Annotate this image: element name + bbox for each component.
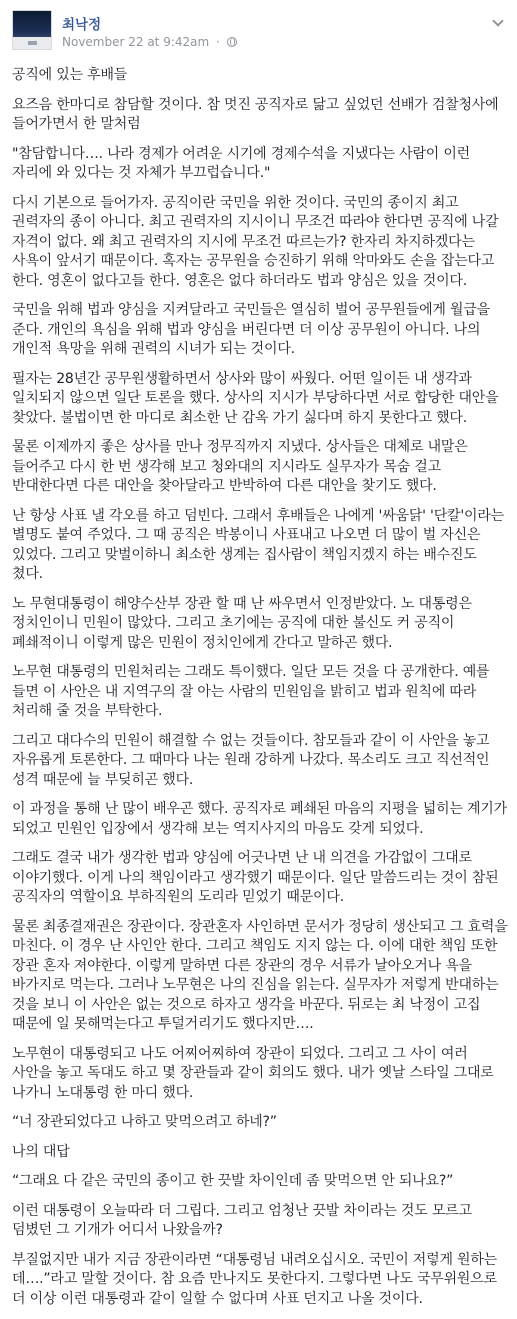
author-name[interactable]: 최낙정 bbox=[62, 17, 102, 33]
post-paragraph: 그래도 결국 내가 생각한 법과 양심에 어긋나면 난 내 의견을 가감없이 그대로 이야기했다. 이게 나의 책임이라고 생각했기 때문이다. 일단 말씀드리는 것이 참된 공직자의 역할이요 부하직원의 도리라 믿었기 때문이다. bbox=[12, 850, 499, 905]
post-paragraph: 국민을 위해 법과 양심을 지켜달라고 국민들은 열심히 벌어 공무원들에게 월급을 준다. 개인의 욕심을 위해 법과 양심을 버린다면 더 이상 공무원이 아니다. 나의 개인적 욕망을 위해 권력의 시녀가 되는 것이다. bbox=[12, 302, 490, 357]
post-paragraph: 그리고 대다수의 민원이 해결할 수 없는 것들이다. 참모들과 같이 이 사안을 놓고 자유롭게 토론한다. 그 때마다 나는 원래 강하게 나갔다. 목소리도 크고 직선적인 성격 때문에 늘 부딪히곤 했다. bbox=[12, 732, 490, 788]
post-paragraph: 노무현이 대통령되고 나도 어찌어찌하여 장관이 되었다. 그리고 그 사이 여러 사안을 놓고 독대도 하고 몇 장관들과 같이 회의도 했다. 내가 옛날 스타일 그대로 나가니 노대통령 한 마디 했다. bbox=[12, 1045, 494, 1101]
meta-separator: · bbox=[216, 35, 220, 49]
post-meta bbox=[62, 35, 237, 49]
post-paragraph: 노 무현대통령이 해양수산부 장관 할 때 난 싸우면서 인정받았다. 노 대통령은 정치인이니 민원이 많았다. 그리고 초기에는 공직에 대한 불신도 커 공직이 폐쇄적이니 이렇게 많은 민원이 정치인에게 간다고 말하곤 했다. bbox=[12, 595, 472, 651]
post-paragraph: 노무현 대통령의 민원처리는 그래도 특이했다. 일단 모든 것을 다 공개한다. 예를 들면 이 사안은 내 지역구의 잘 아는 사람의 민원임을 밝히고 법과 원칙에 따라 처리해 줄 것을 부탁한다. bbox=[12, 664, 490, 719]
post-paragraph: 부질없지만 내가 지금 장관이라면 “대통령님 내려오십시오. 국민이 저렇게 원하는 데….”라고 말할 것이다. 참 요즘 만나지도 못한다지. 그렇다면 나도 국무위원으로 더 이상 이런 대통령과 같이 일할 수 없다며 사표 던지고 나올 것이다. bbox=[12, 1251, 497, 1307]
post-paragraph: 이 과정을 통해 난 많이 배우곤 했다. 공직자로 폐쇄된 마음의 지평을 넓히는 계기가 되었고 민원인 입장에서 생각해 보는 역지사지의 마음도 갖게 되었다. bbox=[12, 801, 507, 837]
post-paragraph: 나의 대답 bbox=[12, 1143, 70, 1160]
post-paragraph: 공직에 있는 후배들 bbox=[12, 67, 128, 83]
post-timestamp[interactable]: November 22 at 9:42am bbox=[62, 35, 210, 49]
post-body bbox=[12, 66, 510, 1319]
post-paragraph: 물론 이제까지 좋은 상사를 만나 정무직까지 지냈다. 상사들은 대체로 내말은 들어주고 다시 한 번 생각해 보고 청와대의 지시라도 실무자가 목숨 걸고 반대한다면 다른 대안을 찾아달라고 반박하여 다른 대안을 찾기도 했다. bbox=[12, 439, 468, 494]
avatar-band bbox=[13, 37, 51, 50]
post-header bbox=[0, 0, 517, 66]
post-paragraph: 필자는 28년간 공무원생활하면서 상사와 많이 싸웠다. 어떤 일이든 내 생각과 일치되지 않으면 일단 토론을 했다. 상사의 지시가 부당하다면 서로 합당한 대안을 찾았다. 불법이면 한 마디로 최소한 난 감옥 가기 싫다며 하지 못한다고 했다. bbox=[12, 370, 499, 426]
post-paragraph: 요즈음 한마디로 참담할 것이다. 참 멋진 공직자로 닮고 싶었던 선배가 검찰청사에 들어가면서 한 말처럼 bbox=[12, 96, 499, 132]
chevron-down-icon[interactable] bbox=[489, 14, 507, 32]
post-paragraph: 다시 기본으로 들어가자. 공직이란 국민을 위한 것이다. 국민의 종이지 최고 권력자의 종이 아니다. 최고 권력자의 지시이니 무조건 따라야 한다면 공직에 나갈 자격이 없다. 왜 최고 권력자의 지시에 무조건 따르는가? 한자리 차지하겠다는 사욕이 앞서기 때문이다. 혹자는 공무원을 승진하기 위해 악마와도 손을 잡는다고 한다. 영혼이 없다고들 한다. 영혼은 없다 하더라도 법과 양심은 있을 것이다. bbox=[12, 194, 499, 289]
post-paragraph: 난 항상 사표 낼 각오를 하고 덤빈다. 그래서 후배들은 나에게 '싸움닭' '단칼'이라는 별명도 붙여 주었다. 그 때 공직은 박봉이니 사표내고 나오면 더 많이 벌 자신은 있었다. 그리고 맞벌이하니 최소한 생계는 집사람이 책임지겠지 하는 배수진도 쳤다. bbox=[12, 507, 504, 582]
post-paragraph: “너 장관되었다고 나하고 맞먹으려고 하네?” bbox=[12, 1114, 277, 1130]
post-paragraph: 물론 최종결재권은 장관이다. 장관혼자 사인하면 문서가 정당히 생산되고 그 효력을 마친다. 이 경우 난 사인안 한다. 그리고 책임도 지지 않는 다. 이에 대한 책임 또한 장관 혼자 져야한다. 이렇게 말하면 다른 장관의 경우 서류가 날아오거나 욕을 바가지로 먹는다. 그러나 노무현은 나의 진심을 읽는다. 실무자가 저렇게 반대하는 것을 보니 이 사안은 없는 것으로 하자고 생각을 바꾼다. 뒤로는 최 낙정이 고집 때문에 일 못해먹는다고 투덜거리기도 했다지만…. bbox=[12, 918, 508, 1032]
post-paragraph: 이런 대통령이 오늘따라 더 그립다. 그리고 엄청난 끗발 차이라는 것도 모르고 덤볐던 그 기개가 어디서 나왔을까? bbox=[12, 1202, 472, 1238]
post-paragraph: "참담합니다…. 나라 경제가 어려운 시기에 경제수석을 지냈다는 사람이 이런 자리에 와 있다는 것 자체가 부끄럽습니다." bbox=[12, 145, 471, 181]
avatar[interactable] bbox=[12, 10, 52, 50]
post-paragraph: “그래요 다 같은 국민의 종이고 한 끗발 차이인데 좀 맞먹으면 안 되나요?” bbox=[12, 1173, 454, 1189]
globe-icon[interactable] bbox=[227, 37, 237, 47]
